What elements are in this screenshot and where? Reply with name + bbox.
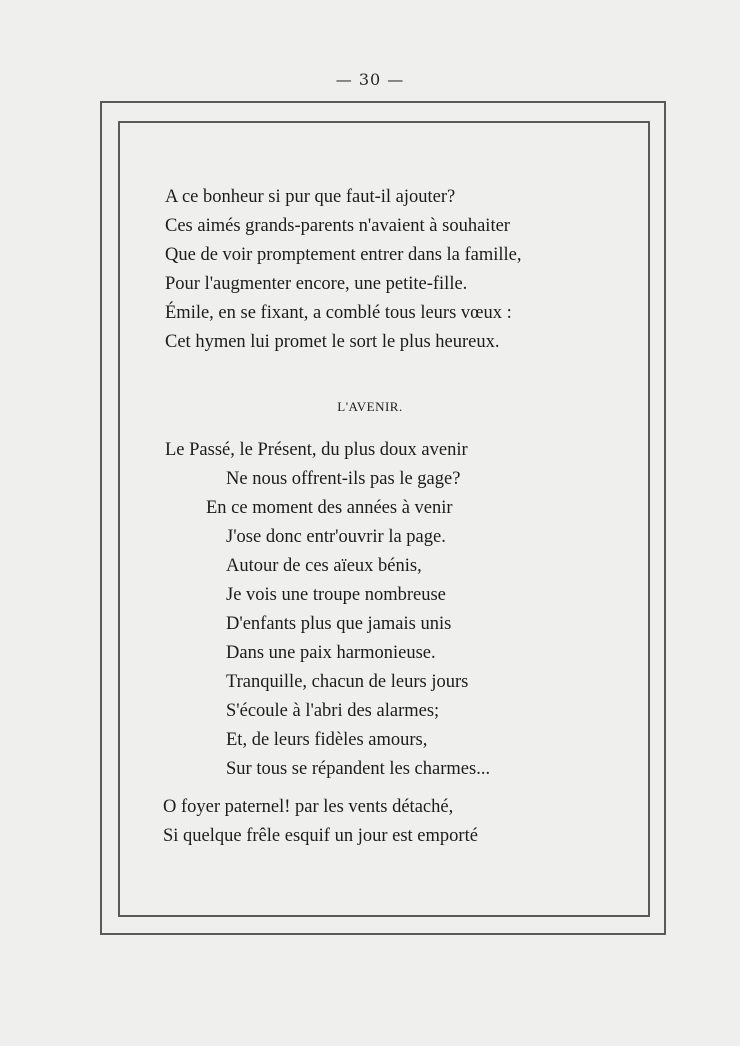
poem-line: Que de voir promptement entrer dans la famille,	[165, 245, 522, 265]
poem-line: S'écoule à l'abri des alarmes;	[226, 701, 440, 721]
poem-line: Si quelque frêle esquif un jour est emporté	[163, 826, 478, 846]
poem-line: Et, de leurs fidèles amours,	[226, 730, 428, 750]
page-number: — 30 —	[335, 70, 405, 89]
poem-line: Autour de ces aïeux bénis,	[226, 556, 422, 576]
poem-line: Dans une paix harmonieuse.	[226, 643, 436, 663]
poem-line: Ces aimés grands-parents n'avaient à souhaiter	[165, 216, 510, 236]
section-heading: L'AVENIR.	[337, 399, 403, 414]
poem-line: En ce moment des années à venir	[206, 498, 453, 518]
poem-line: D'enfants plus que jamais unis	[226, 614, 452, 634]
poem-line: Sur tous se répandent les charmes...	[226, 759, 491, 779]
poem-line: Tranquille, chacun de leurs jours	[226, 672, 469, 692]
poem-line: O foyer paternel! par les vents détaché,	[163, 797, 454, 817]
poem-line: Pour l'augmenter encore, une petite-fille.	[165, 274, 468, 294]
poem-line: Je vois une troupe nombreuse	[226, 585, 446, 605]
poem-line: J'ose donc entr'ouvrir la page.	[226, 527, 446, 547]
poem-line: A ce bonheur si pur que faut-il ajouter?	[165, 187, 456, 207]
poem-line: Le Passé, le Présent, du plus doux avenir	[165, 440, 468, 460]
poem-line: Émile, en se fixant, a comblé tous leurs vœux :	[165, 303, 512, 323]
poem-line: Ne nous offrent-ils pas le gage?	[226, 469, 461, 489]
poem-line: Cet hymen lui promet le sort le plus heureux.	[165, 332, 500, 352]
